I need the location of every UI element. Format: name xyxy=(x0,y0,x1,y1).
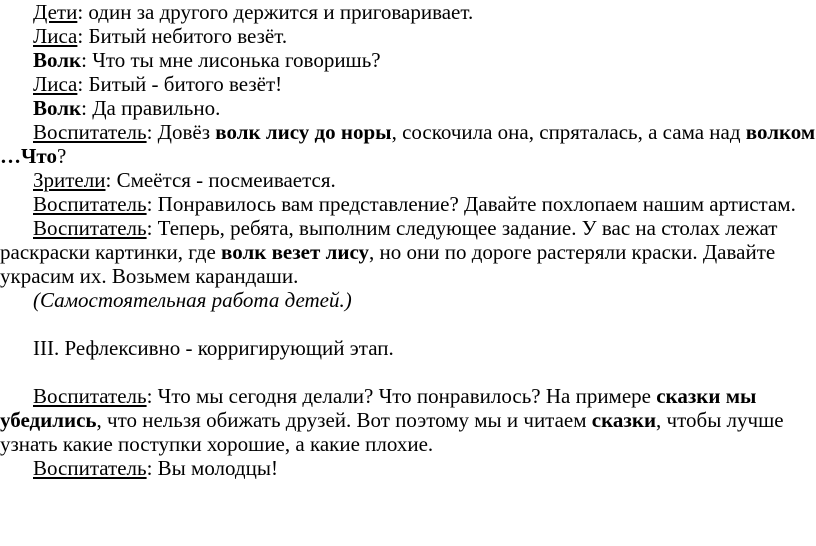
line-text: , соскочила она, спряталась, а сама над xyxy=(391,120,746,144)
line-text: : Битый небитого везёт. xyxy=(77,24,288,48)
line-lisa-1 xyxy=(33,24,816,48)
line-text: , что нельзя обижать друзей. Вот поэтому мы и читаем xyxy=(96,408,592,432)
line-text: : Битый - битого везёт! xyxy=(77,72,283,96)
speaker-label: Зрители xyxy=(33,168,106,192)
line-teacher-4 xyxy=(33,384,816,408)
speaker-label: Волк xyxy=(33,96,82,120)
speaker-label: Лиса xyxy=(33,72,78,96)
line-teacher-3-cont xyxy=(0,240,816,264)
line-text: III. Рефлексивно - корригирующий этап. xyxy=(33,336,394,360)
speaker-label: Воспитатель xyxy=(33,192,147,216)
line-text: узнать какие поступки хорошие, а какие плохие. xyxy=(0,432,434,456)
speaker-label: Волк xyxy=(33,48,82,72)
line-teacher-3 xyxy=(33,216,816,240)
line-teacher-2 xyxy=(33,192,816,216)
line-teacher-4-cont xyxy=(0,408,816,432)
speaker-label: Лиса xyxy=(33,24,78,48)
line-text: : Вы молодцы! xyxy=(146,456,278,480)
line-text: : один за другого держится и приговаривает. xyxy=(77,0,474,24)
line-text: ? xyxy=(56,144,67,168)
line-text: : Понравилось вам представление? Давайте похлопаем нашим артистам. xyxy=(146,192,796,216)
line-teacher-1 xyxy=(33,120,816,144)
line-independent-work xyxy=(33,288,816,312)
line-text: : Теперь, ребята, выполним следующее задание. У вас на столах лежат xyxy=(146,216,778,240)
line-text: раскраски картинки, где xyxy=(0,240,222,264)
speaker-label: Воспитатель xyxy=(33,120,147,144)
line-deti xyxy=(33,0,816,24)
bold-text: волк везет лису xyxy=(221,240,369,264)
bold-text: …Что xyxy=(0,144,57,168)
line-teacher-3-end xyxy=(0,264,816,288)
bold-text: сказки мы xyxy=(656,384,757,408)
speaker-label: Дети xyxy=(33,0,78,24)
line-text: : Что мы сегодня делали? Что понравилось? На примере xyxy=(146,384,657,408)
line-volk-2 xyxy=(33,96,816,120)
line-volk-1 xyxy=(33,48,816,72)
line-teacher-4-end xyxy=(0,432,816,456)
bold-text: сказки xyxy=(591,408,657,432)
line-text: украсим их. Возьмем карандаши. xyxy=(0,264,299,288)
bold-text: убедились xyxy=(0,408,97,432)
italic-note: (Самостоятельная работа детей.) xyxy=(33,288,352,312)
speaker-label: Воспитатель xyxy=(33,384,147,408)
line-teacher-5 xyxy=(33,456,816,480)
speaker-label: Воспитатель xyxy=(33,216,147,240)
line-lisa-2 xyxy=(33,72,816,96)
line-chto xyxy=(0,144,816,168)
line-text: : Смеётся - посмеивается. xyxy=(105,168,336,192)
line-text: : Что ты мне лисонька говоришь? xyxy=(81,48,381,72)
line-text: : Да правильно. xyxy=(81,96,221,120)
bold-text: волком xyxy=(745,120,816,144)
section-heading xyxy=(33,336,816,360)
speaker-label: Воспитатель xyxy=(33,456,147,480)
bold-text: волк лису до норы xyxy=(215,120,392,144)
line-text: , чтобы лучше xyxy=(656,408,784,432)
line-zriteli xyxy=(33,168,816,192)
line-text: : Довёз xyxy=(146,120,216,144)
line-text: , но они по дороге растеряли краски. Давайте xyxy=(369,240,776,264)
